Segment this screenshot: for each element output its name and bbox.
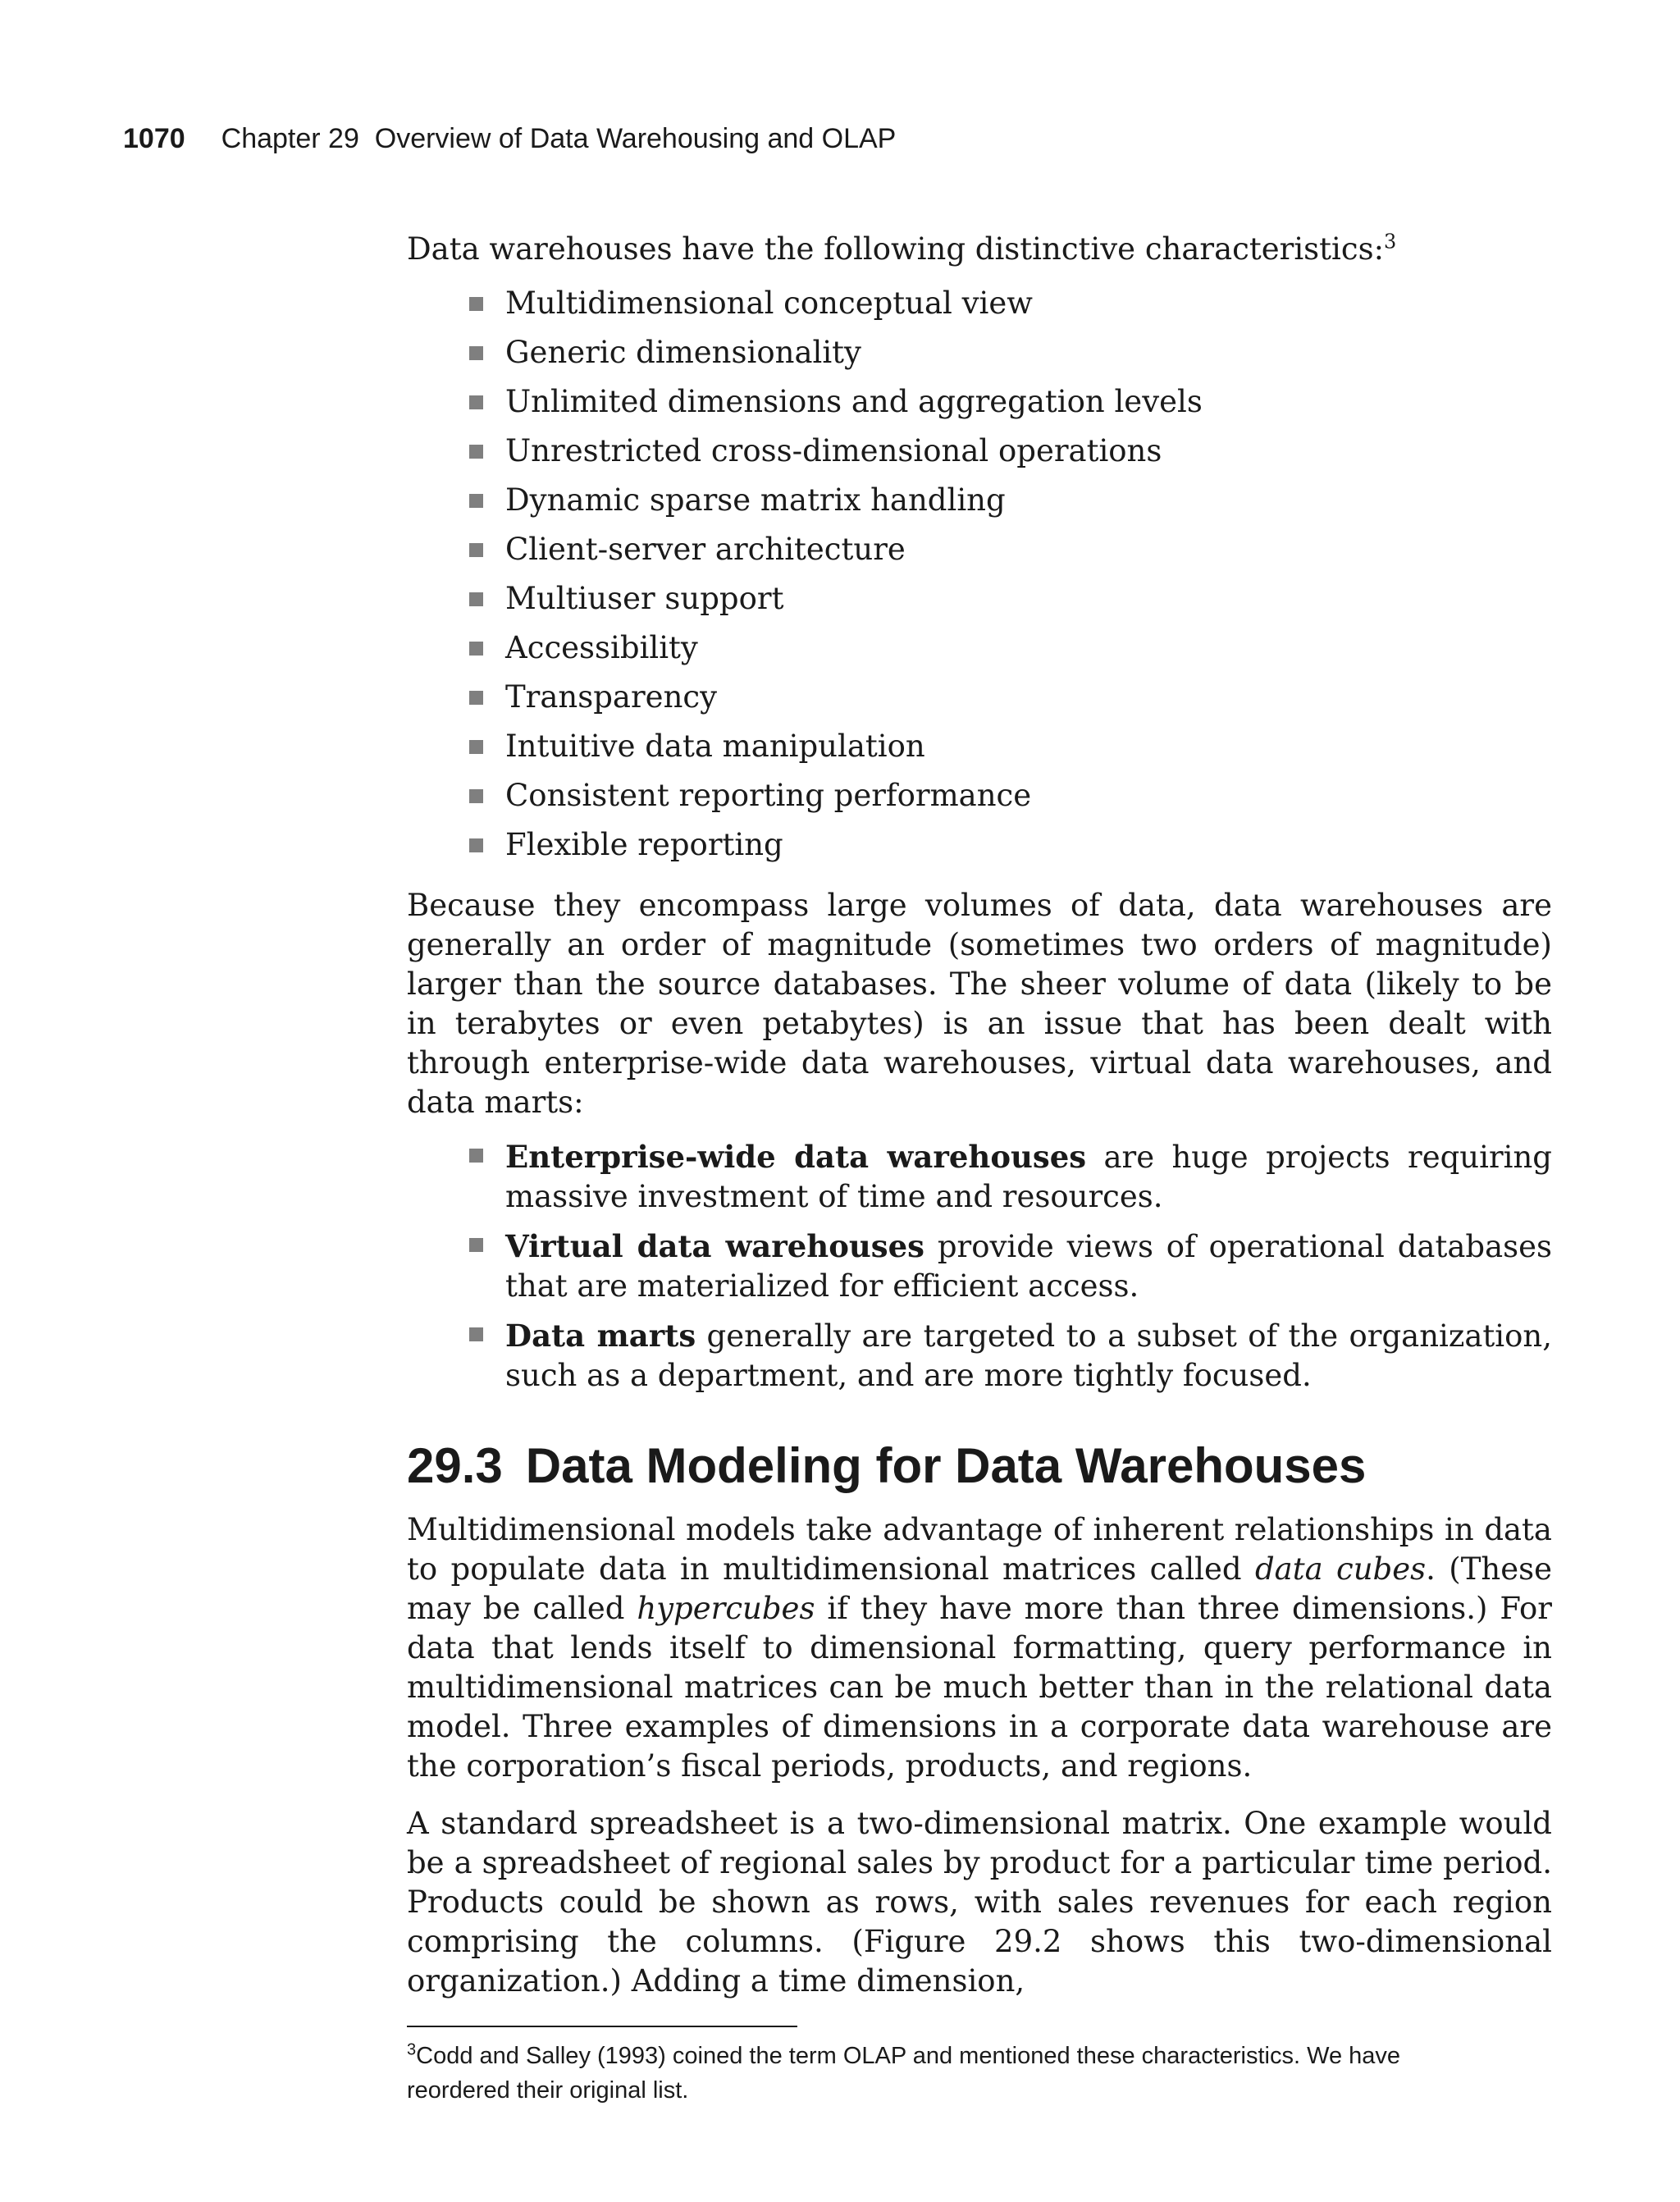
term: Enterprise-wide data warehouses — [505, 1139, 1087, 1175]
text-run: if they have more than three dimensions.) For data that lends itself to dimensional formatting, query performance in multidimensional matrices can be much better than in the relational data model. Three examples of dimensions in a corporate data warehouse are the corporation’s fiscal periods, products, and regions. — [407, 1591, 1552, 1784]
term: Data marts — [505, 1318, 696, 1354]
footnote-rule — [407, 2026, 797, 2027]
list-item: Flexible reporting — [407, 820, 1552, 870]
footnote — [407, 2039, 1490, 2108]
chapter-title: Chapter 29 Overview of Data Warehousing and OLAP — [221, 123, 897, 154]
list-item — [407, 1227, 1552, 1306]
term-description: are huge projects requiring massive investment of time and resources. — [505, 1140, 1552, 1214]
spreadsheet-paragraph: A standard spreadsheet is a two-dimensional matrix. One example would be a spreadsheet of regional sales by product for a particular time period. Products could be shown as rows, with sales revenues for each region comprising the columns. (Figure 29.2 shows this two-dimensional organization.) Adding a time dimension, — [407, 1806, 1552, 1999]
page-content — [407, 230, 1552, 2108]
list-item: Client-server architecture — [407, 525, 1552, 574]
term: Virtual data warehouses — [505, 1228, 924, 1264]
intro-paragraph — [407, 230, 1552, 269]
warehouse-types-list — [407, 1137, 1552, 1396]
list-item: Unlimited dimensions and aggregation levels — [407, 377, 1552, 427]
text-run: . (These may be called — [407, 1551, 1552, 1626]
list-item: Consistent reporting performance — [407, 771, 1552, 820]
list-item: Generic dimensionality — [407, 328, 1552, 377]
emphasis: hypercubes — [637, 1591, 815, 1626]
list-item: Multidimensional conceptual view — [407, 279, 1552, 328]
section-title: Data Modeling for Data Warehouses — [525, 1438, 1367, 1493]
list-item: Transparency — [407, 673, 1552, 722]
emphasis: data cubes — [1254, 1551, 1427, 1587]
running-head — [123, 123, 896, 155]
list-item: Accessibility — [407, 624, 1552, 673]
term-description: provide views of operational databases that are materialized for efficient access. — [505, 1229, 1553, 1304]
list-item: Intuitive data manipulation — [407, 722, 1552, 771]
list-item: Unrestricted cross-dimensional operations — [407, 427, 1552, 476]
text-run: Multidimensional models take advantage of inherent relationships in data to populate data in multidimensional matrices called — [407, 1512, 1552, 1587]
section-heading — [407, 1437, 1552, 1496]
section-number: 29.3 — [407, 1438, 503, 1493]
list-item — [407, 1137, 1552, 1217]
list-item: Dynamic sparse matrix handling — [407, 476, 1552, 525]
characteristics-list — [407, 279, 1552, 870]
page-number: 1070 — [123, 123, 185, 154]
list-item: Multiuser support — [407, 574, 1552, 624]
data-cubes-paragraph — [407, 1510, 1552, 1786]
intro-text: Data warehouses have the following distinctive characteristics: — [407, 231, 1385, 267]
list-item — [407, 1316, 1552, 1396]
term-description: generally are targeted to a subset of the organization, such as a department, and are more tightly focused. — [505, 1318, 1553, 1393]
volume-paragraph: Because they encompass large volumes of data, data warehouses are generally an order of magnitude (sometimes two orders of magnitude) larger than the source databases. The sheer volume of data (likely to be in terabytes or even petabytes) is an issue that has been dealt with through enterprise-wide data warehouses, virtual data warehouses, and data marts: — [407, 888, 1552, 1120]
footnote-number: 3 — [407, 2040, 417, 2059]
footnote-ref[interactable]: 3 — [1384, 230, 1397, 254]
footnote-text: Codd and Salley (1993) coined the term OLAP and mentioned these characteristics. We have reordered their original list. — [407, 2043, 1401, 2104]
